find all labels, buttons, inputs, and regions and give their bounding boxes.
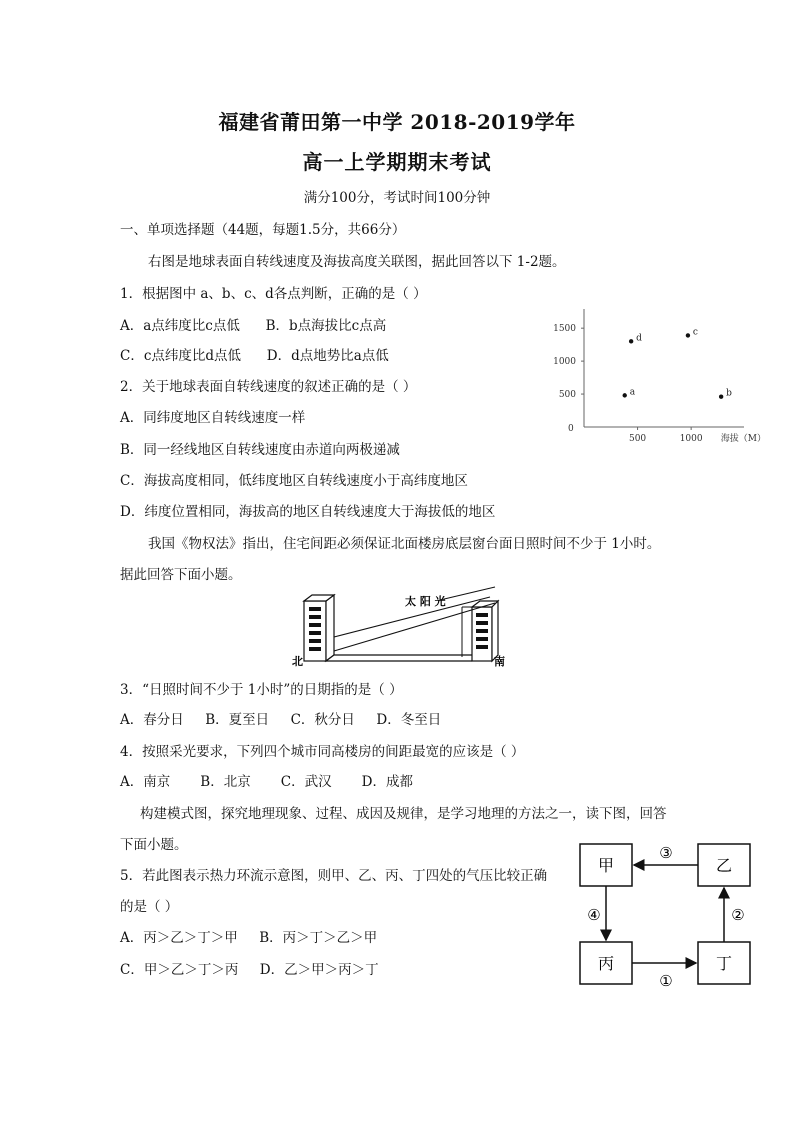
q2-stem: 2．关于地球表面自转线速度的叙述正确的是（ ） [120,379,417,395]
point-label-b: b [726,388,732,399]
building-sunlight-figure [290,585,510,670]
intro-q1-2: 右图是地球表面自转线速度及海拔高度关联图，据此回答以下 1-2题。 [148,254,566,270]
point-d [629,339,633,343]
q1-options-cd: C．c点纬度比d点低 D．d点地势比a点低 [120,348,389,364]
point-a [623,393,627,397]
intro-q5-line1: 构建模式图，探究地理现象、过程、成因及规律，是学习地理的方法之一，读下图，回答 [140,806,667,822]
sunlight-label: 太 阳 光 [405,595,446,608]
q1-stem: 1．根据图中 a、b、c、d各点判断，正确的是（ ） [120,286,427,302]
q2-option-a: A．同纬度地区自转线速度一样 [120,410,306,426]
q2-option-d: D．纬度位置相同，海拔高的地区自转线速度大于海拔低的地区 [120,504,496,520]
q2-option-c: C．海拔高度相同，低纬度地区自转线速度小于高纬度地区 [120,473,468,489]
q5-stem-line1: 5．若此图表示热力环流示意图，则甲、乙、丙、丁四处的气压比较正确 [120,868,548,884]
point-c [686,333,690,337]
south-label: 南 [494,655,505,668]
point-b [719,394,723,398]
paper-subtitle: 高一上学期期末考试 [302,150,492,174]
exam-info: 满分100分，考试时间100分钟 [303,190,491,206]
point-label-a: a [629,387,636,398]
y-tick-label: 500 [558,390,576,401]
label-bing: 丙 [597,954,615,973]
y-tick-label: 1000 [553,357,576,368]
paper-title: 福建省莆田第一中学 2018-2019学年 [218,110,576,134]
q2-option-b: B．同一经线地区自转线速度由赤道向两极递减 [120,442,400,458]
point-label-d: d [636,333,642,344]
intro-q3-4-line1: 我国《物权法》指出，住宅间距必须保证北面楼房底层窗台面日照时间不少于 1小时。 [148,536,661,552]
point-label-c: c [692,327,698,338]
label-arrow-1: ① [659,972,673,990]
q4-stem: 4．按照采光要求，下列四个城市同高楼房的间距最宽的应该是（ ） [120,744,525,760]
q5-options-ab: A．丙＞乙＞丁＞甲 B．丙＞丁＞乙＞甲 [120,930,378,946]
label-arrow-2: ② [731,906,745,924]
q4-options: A．南京 B．北京 C．武汉 D．成都 [120,774,413,790]
north-label: 北 [292,655,303,668]
q1-options-ab: A．a点纬度比c点低 B．b点海拔比c点高 [120,318,387,334]
thermal-circulation-diagram [570,838,760,993]
y-tick-label: 1500 [553,324,576,335]
origin-label: 0 [568,424,574,434]
section-heading: 一、单项选择题（44题，每题1.5分，共66分） [120,222,406,238]
intro-q5-line2: 下面小题。 [120,837,188,853]
q3-options: A．春分日 B．夏至日 C．秋分日 D．冬至日 [120,712,442,728]
label-arrow-4: ④ [587,906,601,924]
label-yi: 乙 [715,856,733,875]
rotation-altitude-scatter-chart [540,305,770,455]
x-axis-label: 海拔（M） [720,434,766,444]
x-tick-label: 500 [628,434,647,444]
q3-stem: 3．“日照时间不少于 1小时”的日期指的是（ ） [120,682,403,698]
q5-options-cd: C．甲＞乙＞丁＞丙 D．乙＞甲＞丙＞丁 [120,962,379,978]
x-tick-label: 1000 [679,434,703,444]
label-jia: 甲 [597,856,615,875]
label-ding: 丁 [715,954,733,973]
intro-q3-4-line2: 据此回答下面小题。 [120,567,242,583]
q5-stem-line2: 的是（ ） [120,899,179,915]
label-arrow-3: ③ [659,844,673,862]
